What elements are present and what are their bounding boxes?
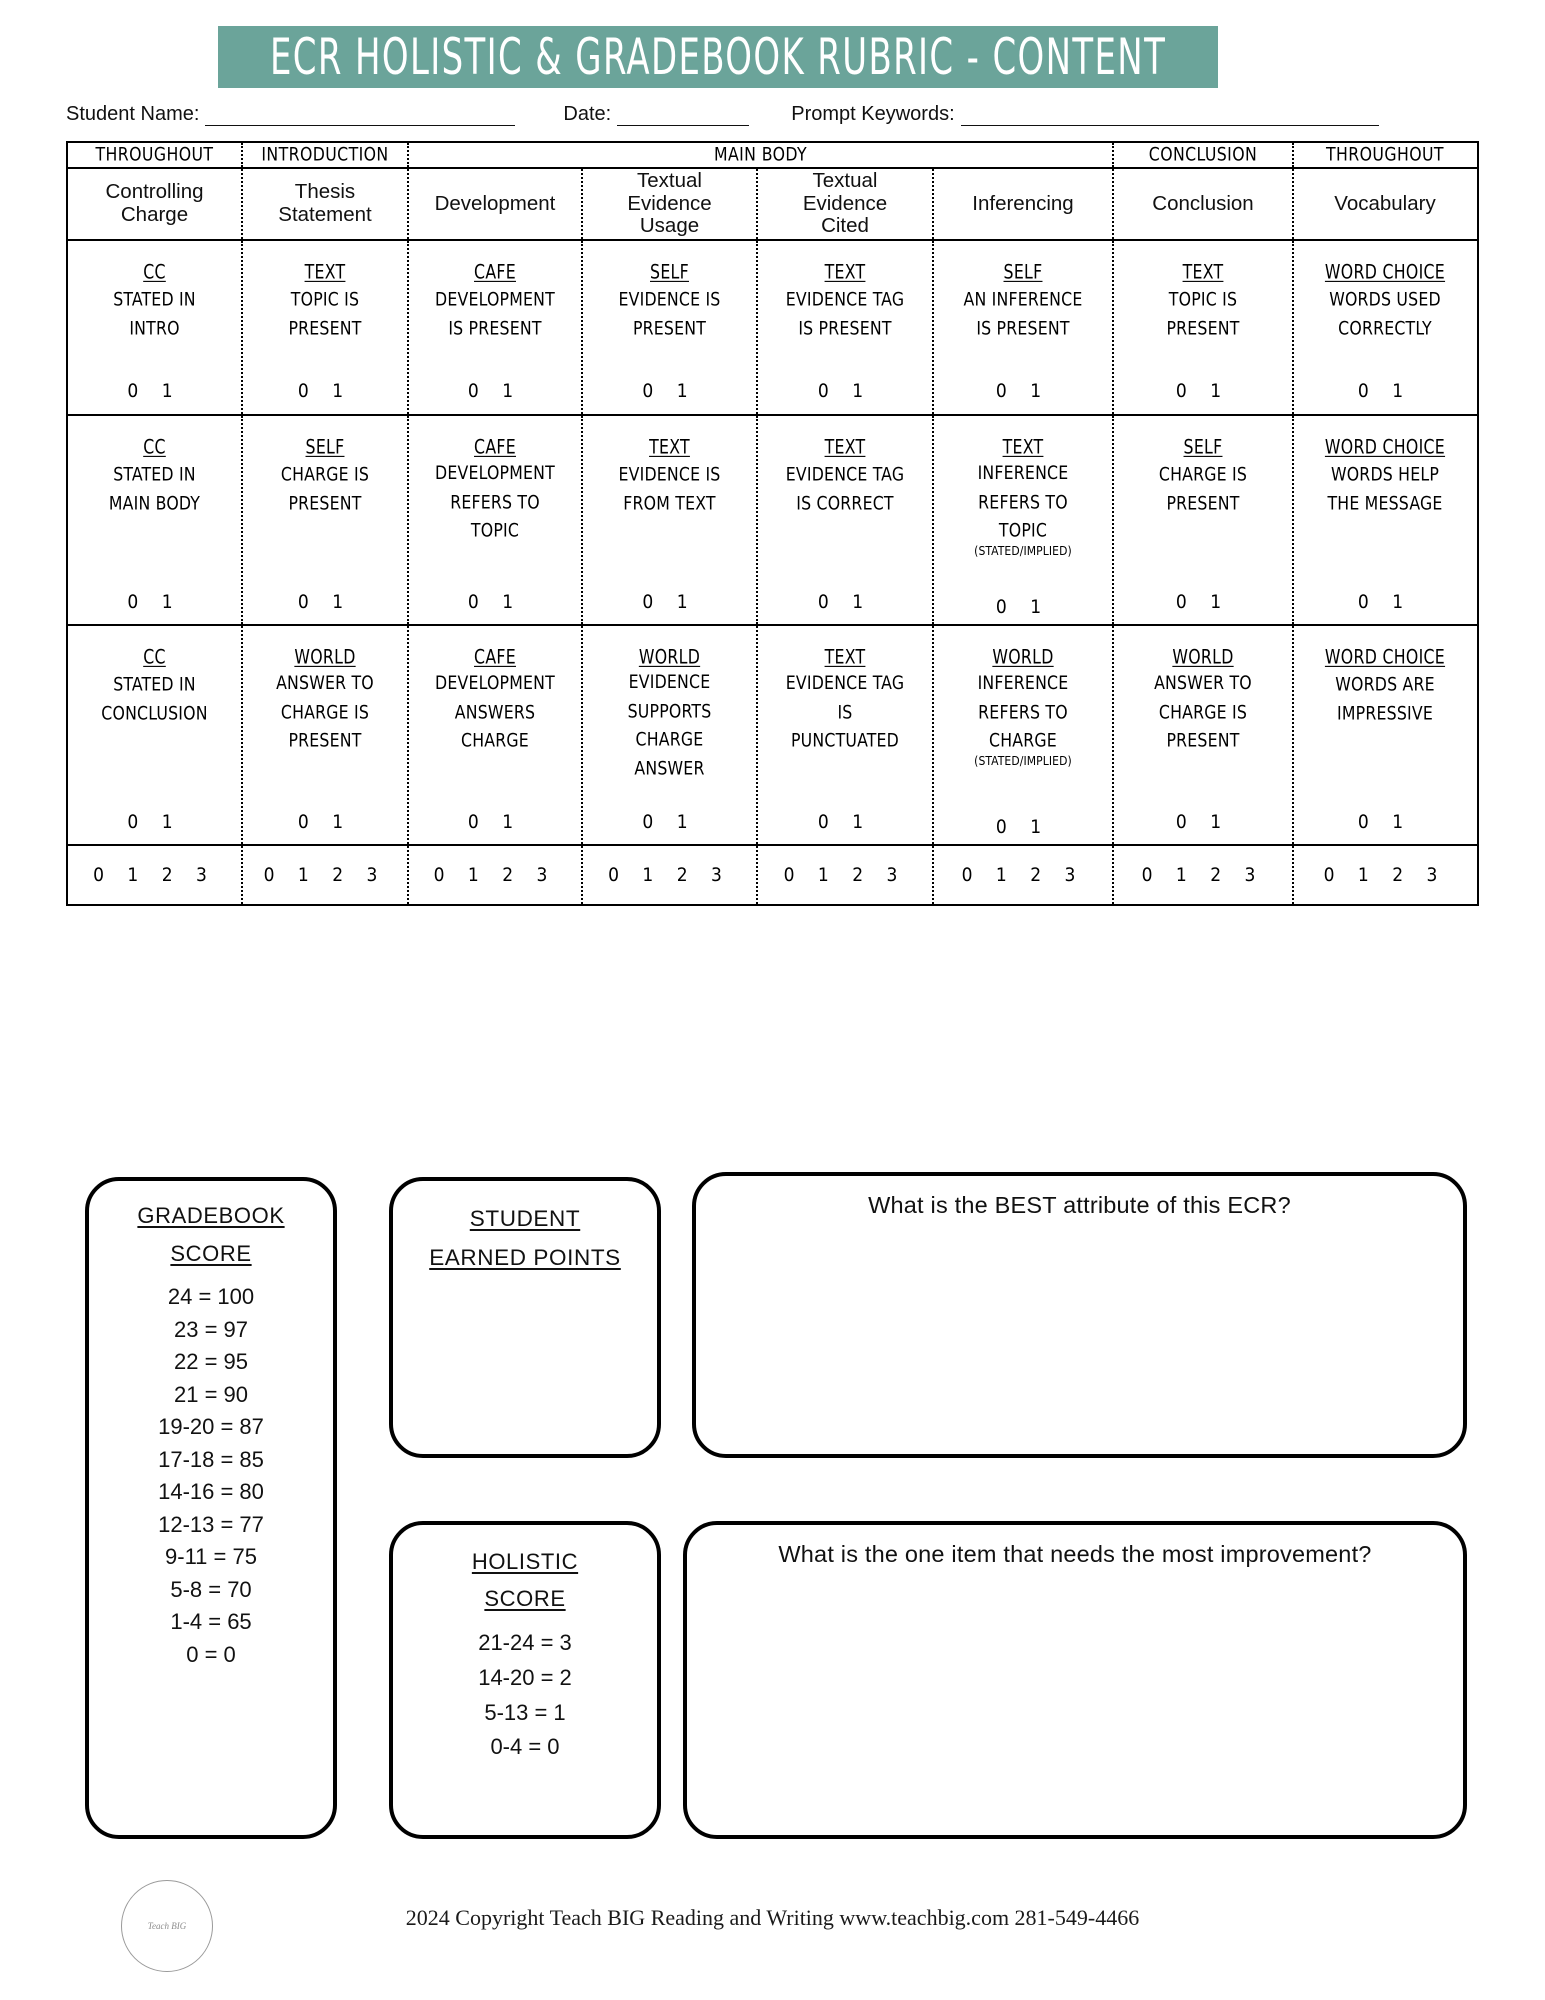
rubric-cell-development-1 bbox=[409, 241, 583, 414]
gradebook-score-item: 22 = 95 bbox=[173, 1349, 248, 1375]
rubric-cell-textual-evidence-usage-1 bbox=[583, 241, 758, 414]
holistic-title-line1: HOLISTIC bbox=[471, 1549, 579, 1574]
student-name-label: Student Name: bbox=[66, 103, 200, 125]
rubric-scale-conclusion-1[interactable]: 0 1 bbox=[1175, 380, 1231, 402]
holistic-score-item: 5-13 = 1 bbox=[484, 1699, 566, 1725]
student-points-title-line2: EARNED POINTS bbox=[429, 1245, 621, 1270]
column-header-vocabulary bbox=[1294, 169, 1476, 239]
rubric-cell-descriptor: EVIDENCE TAG IS PUNCTUATED bbox=[785, 673, 905, 753]
rubric-cell-head: CAFE bbox=[474, 436, 516, 460]
column-label: Thesis Statement bbox=[278, 180, 372, 226]
gradebook-title-line2: SCORE bbox=[170, 1241, 252, 1266]
rubric-cell-head: TEXT bbox=[1182, 261, 1224, 285]
rubric-cell-head: SELF bbox=[305, 436, 345, 460]
total-scale-development[interactable]: 0 1 2 3 bbox=[409, 846, 583, 904]
holistic-score-list bbox=[393, 1626, 657, 1765]
rubric-cell-descriptor: STATED IN MAIN BODY bbox=[108, 464, 201, 515]
student-info-row bbox=[66, 96, 1486, 126]
page-title: ECR HOLISTIC & GRADEBOOK RUBRIC - CONTENT bbox=[269, 27, 1167, 87]
rubric-cell-descriptor: WORDS HELP THE MESSAGE bbox=[1327, 464, 1443, 515]
rubric-scale-textual-evidence-usage-3[interactable]: 0 1 bbox=[642, 811, 697, 833]
improvement-prompt: What is the one item that needs the most improvement? bbox=[778, 1541, 1372, 1567]
rubric-scale-textual-evidence-usage-1[interactable]: 0 1 bbox=[642, 380, 697, 402]
rubric-scale-inferencing-2[interactable]: 0 1 bbox=[995, 596, 1051, 618]
rubric-cell-descriptor: TOPIC IS PRESENT bbox=[288, 289, 362, 340]
rubric-cell-descriptor: ANSWER TO CHARGE IS PRESENT bbox=[1154, 673, 1252, 753]
rubric-cell-vocabulary-1 bbox=[1294, 241, 1476, 414]
section-introduction bbox=[243, 143, 409, 167]
rubric-cell-descriptor: EVIDENCE TAG IS PRESENT bbox=[785, 289, 905, 340]
rubric-cell-head: WORD CHOICE bbox=[1324, 436, 1446, 460]
holistic-score-panel bbox=[389, 1521, 661, 1839]
section-throughout-2 bbox=[1294, 143, 1476, 167]
rubric-cell-descriptor: INFERENCE REFERS TO CHARGE bbox=[977, 673, 1069, 753]
rubric-scale-vocabulary-1[interactable]: 0 1 bbox=[1357, 380, 1413, 402]
rubric-cell-descriptor: STATED IN INTRO bbox=[113, 289, 196, 340]
rubric-cell-head: CC bbox=[143, 261, 166, 285]
rubric-cell-textual-evidence-cited-1 bbox=[758, 241, 934, 414]
total-scale-controlling-charge[interactable]: 0 1 2 3 bbox=[68, 846, 243, 904]
rubric-cell-head: SELF bbox=[1183, 436, 1223, 460]
rubric-cell-conclusion-3 bbox=[1114, 626, 1294, 844]
section-label: INTRODUCTION bbox=[261, 144, 389, 166]
date-label: Date: bbox=[563, 103, 612, 125]
rubric-cell-descriptor: WORDS ARE IMPRESSIVE bbox=[1335, 674, 1435, 725]
rubric-cell-head: WORLD bbox=[638, 646, 701, 670]
rubric-cell-note: (STATED/IMPLIED) bbox=[974, 543, 1072, 558]
rubric-cell-development-3 bbox=[409, 626, 583, 844]
column-header-controlling-charge bbox=[68, 169, 243, 239]
rubric-scale-conclusion-2[interactable]: 0 1 bbox=[1175, 591, 1231, 613]
rubric-cell-descriptor: TOPIC IS PRESENT bbox=[1166, 289, 1240, 340]
holistic-score-item: 14-20 = 2 bbox=[478, 1664, 572, 1690]
student-points-input[interactable] bbox=[393, 1271, 657, 1421]
improvement-answer-input[interactable] bbox=[687, 1568, 1463, 1808]
rubric-cell-head: TEXT bbox=[649, 436, 690, 460]
section-label: CONCLUSION bbox=[1148, 144, 1258, 166]
rubric-cell-controlling-charge-1 bbox=[68, 241, 243, 414]
rubric-cell-vocabulary-2 bbox=[1294, 416, 1476, 624]
rubric-cell-descriptor: EVIDENCE IS PRESENT bbox=[618, 289, 721, 340]
rubric-cell-descriptor: INFERENCE REFERS TO TOPIC bbox=[977, 463, 1069, 543]
column-header-conclusion bbox=[1114, 169, 1294, 239]
best-attribute-answer-input[interactable] bbox=[696, 1219, 1463, 1429]
rubric-scale-inferencing-1[interactable]: 0 1 bbox=[995, 380, 1051, 402]
rubric-cell-head: CAFE bbox=[474, 261, 516, 285]
column-header-textual-evidence-usage bbox=[583, 169, 758, 239]
rubric-scale-vocabulary-2[interactable]: 0 1 bbox=[1357, 591, 1413, 613]
section-label: THROUGHOUT bbox=[95, 144, 214, 166]
prompt-keywords-input[interactable] bbox=[961, 106, 1379, 126]
improvement-panel[interactable] bbox=[683, 1521, 1467, 1839]
column-label: Controlling Charge bbox=[105, 180, 204, 226]
logo-text: Teach BIG bbox=[147, 1920, 187, 1931]
column-label: Vocabulary bbox=[1334, 191, 1436, 215]
rubric-scale-textual-evidence-cited-3[interactable]: 0 1 bbox=[817, 811, 873, 833]
rubric-cell-head: WORLD bbox=[1172, 646, 1234, 670]
rubric-scale-textual-evidence-cited-1[interactable]: 0 1 bbox=[817, 380, 873, 402]
best-attribute-prompt: What is the BEST attribute of this ECR? bbox=[868, 1192, 1291, 1218]
student-name-input[interactable] bbox=[205, 106, 515, 126]
rubric-cell-textual-evidence-usage-2 bbox=[583, 416, 758, 624]
rubric-row-2 bbox=[68, 416, 1477, 626]
column-header-development bbox=[409, 169, 583, 239]
section-conclusion bbox=[1114, 143, 1294, 167]
rubric-cell-conclusion-1 bbox=[1114, 241, 1294, 414]
gradebook-score-panel bbox=[85, 1177, 337, 1839]
rubric-cell-textual-evidence-cited-3 bbox=[758, 626, 934, 844]
rubric-cell-head: CC bbox=[143, 436, 166, 460]
rubric-cell-textual-evidence-cited-2 bbox=[758, 416, 934, 624]
rubric-cell-head: TEXT bbox=[824, 436, 866, 460]
gradebook-score-item: 17-18 = 85 bbox=[158, 1446, 264, 1472]
student-points-title-line1: STUDENT bbox=[469, 1206, 581, 1231]
rubric-cell-conclusion-2 bbox=[1114, 416, 1294, 624]
total-scale-vocabulary[interactable]: 0 1 2 3 bbox=[1323, 864, 1447, 886]
section-label: MAIN BODY bbox=[713, 144, 808, 166]
rubric-scale-conclusion-3[interactable]: 0 1 bbox=[1175, 811, 1231, 833]
rubric-cell-controlling-charge-3 bbox=[68, 626, 243, 844]
total-scale-inferencing[interactable]: 0 1 2 3 bbox=[934, 846, 1114, 904]
footer-copyright: 2024 Copyright Teach BIG Reading and Writing www.teachbig.com 281-549-4466 bbox=[405, 1905, 1140, 1930]
rubric-cell-vocabulary-3 bbox=[1294, 626, 1476, 844]
rubric-total-row bbox=[68, 846, 1477, 904]
rubric-scale-controlling-charge-1[interactable]: 0 1 bbox=[127, 380, 182, 402]
rubric-scale-thesis-statement-3[interactable]: 0 1 bbox=[297, 811, 353, 833]
rubric-cell-head: WORLD bbox=[992, 646, 1054, 670]
rubric-cell-textual-evidence-usage-3 bbox=[583, 626, 758, 844]
date-input[interactable] bbox=[617, 106, 749, 126]
rubric-table bbox=[66, 141, 1479, 906]
rubric-cell-head: TEXT bbox=[304, 261, 346, 285]
rubric-scale-textual-evidence-usage-2[interactable]: 0 1 bbox=[642, 591, 697, 613]
rubric-scale-textual-evidence-cited-2[interactable]: 0 1 bbox=[817, 591, 873, 613]
column-label: Development bbox=[434, 191, 556, 215]
rubric-cell-head: SELF bbox=[1003, 261, 1043, 285]
total-scale-textual-evidence-usage[interactable]: 0 1 2 3 bbox=[583, 846, 758, 904]
column-header-thesis-statement bbox=[243, 169, 409, 239]
gradebook-score-item: 19-20 = 87 bbox=[158, 1414, 264, 1440]
gradebook-title-line1: GRADEBOOK bbox=[137, 1203, 285, 1228]
best-attribute-panel[interactable] bbox=[692, 1172, 1467, 1458]
rubric-cell-development-2 bbox=[409, 416, 583, 624]
rubric-cell-head: TEXT bbox=[824, 261, 866, 285]
rubric-cell-descriptor: DEVELOPMENT IS PRESENT bbox=[435, 289, 555, 340]
rubric-cell-head: TEXT bbox=[824, 646, 866, 670]
rubric-cell-inferencing-3 bbox=[934, 626, 1114, 844]
rubric-scale-thesis-statement-1[interactable]: 0 1 bbox=[297, 380, 353, 402]
rubric-cell-head: TEXT bbox=[1002, 436, 1044, 460]
rubric-cell-head: SELF bbox=[650, 261, 689, 285]
rubric-scale-vocabulary-3[interactable]: 0 1 bbox=[1357, 811, 1413, 833]
rubric-cell-controlling-charge-2 bbox=[68, 416, 243, 624]
holistic-score-item: 21-24 = 3 bbox=[478, 1630, 572, 1655]
section-label: THROUGHOUT bbox=[1326, 144, 1444, 166]
column-header-textual-evidence-cited bbox=[758, 169, 934, 239]
rubric-cell-inferencing-1 bbox=[934, 241, 1114, 414]
rubric-cell-descriptor: WORDS USED CORRECTLY bbox=[1329, 289, 1441, 340]
rubric-cell-head: CAFE bbox=[474, 646, 516, 670]
rubric-cell-descriptor: EVIDENCE TAG IS CORRECT bbox=[785, 464, 905, 515]
section-main-body bbox=[409, 143, 1114, 167]
rubric-cell-head: WORD CHOICE bbox=[1324, 261, 1446, 285]
rubric-scale-thesis-statement-2[interactable]: 0 1 bbox=[297, 591, 353, 613]
rubric-scale-inferencing-3[interactable]: 0 1 bbox=[995, 816, 1051, 838]
title-banner bbox=[218, 26, 1218, 88]
holistic-title-line2: SCORE bbox=[484, 1586, 566, 1611]
gradebook-score-item: 23 = 97 bbox=[173, 1316, 248, 1342]
rubric-cell-inferencing-2 bbox=[934, 416, 1114, 624]
rubric-scale-development-3[interactable]: 0 1 bbox=[467, 811, 523, 833]
section-throughout-1 bbox=[68, 143, 243, 167]
gradebook-score-item: 21 = 90 bbox=[173, 1381, 248, 1407]
gradebook-score-list bbox=[89, 1281, 333, 1672]
rubric-scale-controlling-charge-2[interactable]: 0 1 bbox=[127, 591, 182, 613]
gradebook-score-item: 1-4 = 65 bbox=[170, 1609, 252, 1635]
rubric-cell-descriptor: CHARGE IS PRESENT bbox=[280, 464, 370, 515]
rubric-cell-descriptor: DEVELOPMENT REFERS TO TOPIC bbox=[435, 463, 555, 543]
column-label: Textual Evidence Cited bbox=[802, 168, 888, 238]
rubric-cell-descriptor: EVIDENCE IS FROM TEXT bbox=[618, 464, 721, 515]
student-earned-points-panel[interactable] bbox=[389, 1177, 661, 1458]
rubric-scale-development-1[interactable]: 0 1 bbox=[467, 380, 523, 402]
rubric-cell-descriptor: EVIDENCE SUPPORTS CHARGE ANSWER bbox=[627, 671, 712, 780]
gradebook-score-item: 5-8 = 70 bbox=[170, 1576, 252, 1602]
rubric-cell-descriptor: CHARGE IS PRESENT bbox=[1158, 464, 1248, 515]
total-scale-textual-evidence-cited[interactable]: 0 1 2 3 bbox=[758, 846, 934, 904]
gradebook-score-item: 14-16 = 80 bbox=[158, 1479, 264, 1505]
column-label: Inferencing bbox=[972, 191, 1074, 215]
rubric-cell-thesis-statement-2 bbox=[243, 416, 409, 624]
rubric-cell-thesis-statement-3 bbox=[243, 626, 409, 844]
column-label: Conclusion bbox=[1152, 191, 1254, 215]
rubric-criteria-rows bbox=[68, 241, 1477, 846]
gradebook-score-item: 9-11 = 75 bbox=[165, 1544, 257, 1570]
gradebook-score-item: 12-13 = 77 bbox=[158, 1511, 264, 1537]
gradebook-score-item: 24 = 100 bbox=[167, 1284, 255, 1309]
rubric-cell-head: CC bbox=[143, 646, 166, 670]
rubric-scale-development-2[interactable]: 0 1 bbox=[467, 591, 523, 613]
rubric-column-header-row bbox=[68, 169, 1477, 241]
total-scale-conclusion[interactable]: 0 1 2 3 bbox=[1114, 846, 1294, 904]
rubric-row-3 bbox=[68, 626, 1477, 846]
rubric-row-1 bbox=[68, 241, 1477, 416]
rubric-scale-controlling-charge-3[interactable]: 0 1 bbox=[127, 811, 182, 833]
rubric-cell-head: WORLD bbox=[294, 646, 356, 670]
column-header-inferencing bbox=[934, 169, 1114, 239]
rubric-cell-note: (STATED/IMPLIED) bbox=[974, 753, 1072, 768]
rubric-cell-head: WORD CHOICE bbox=[1324, 646, 1446, 670]
gradebook-score-item: 0 = 0 bbox=[186, 1642, 236, 1668]
holistic-score-item: 0-4 = 0 bbox=[490, 1734, 560, 1760]
total-scale-thesis-statement[interactable]: 0 1 2 3 bbox=[243, 846, 409, 904]
prompt-keywords-label: Prompt Keywords: bbox=[791, 103, 955, 125]
rubric-cell-descriptor: AN INFERENCE IS PRESENT bbox=[963, 289, 1083, 340]
rubric-cell-descriptor: STATED IN CONCLUSION bbox=[101, 674, 208, 725]
column-label: Textual Evidence Usage bbox=[627, 168, 712, 238]
rubric-cell-descriptor: DEVELOPMENT ANSWERS CHARGE bbox=[435, 673, 555, 753]
rubric-cell-descriptor: ANSWER TO CHARGE IS PRESENT bbox=[276, 673, 374, 753]
rubric-cell-thesis-statement-1 bbox=[243, 241, 409, 414]
rubric-section-header-row bbox=[68, 143, 1477, 169]
